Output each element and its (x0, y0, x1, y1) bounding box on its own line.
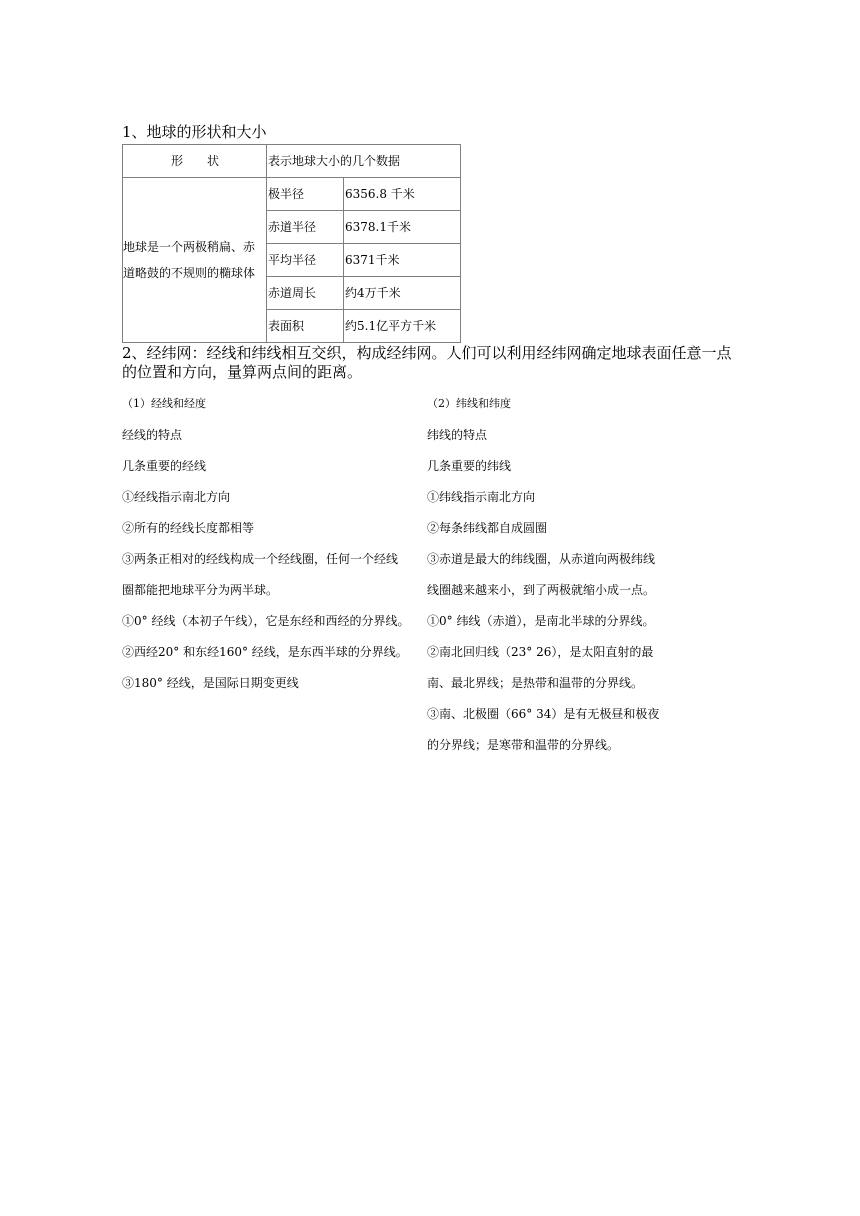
list-item: ①0° 纬线（赤道），是南北半球的分界线。 (427, 614, 655, 628)
list-item: ③180° 经线，是国际日期变更线 (122, 676, 299, 690)
row-value: 约4万千米 (344, 277, 461, 310)
list-item: ③赤道是最大的纬线圈，从赤道向两极纬线 (427, 552, 656, 566)
list-item: 的分界线；是寒带和温带的分界线。 (427, 738, 620, 752)
header-shape: 形 状 (123, 145, 267, 178)
list-item: 经线的特点 (122, 428, 183, 442)
row-label: 赤道半径 (267, 211, 344, 244)
meridian-column (122, 394, 427, 704)
row-label: 极半径 (267, 178, 344, 211)
list-item: 圈都能把地球平分为两半球。 (122, 583, 279, 597)
list-item: ①经线指示南北方向 (122, 490, 231, 504)
list-item: ②南北回归线（23° 26），是太阳直射的最 (427, 645, 654, 659)
list-item: ③南、北极圈（66° 34）是有无极昼和极夜 (427, 707, 660, 721)
list-item: ②所有的经线长度都相等 (122, 521, 255, 535)
row-label: 赤道周长 (267, 277, 344, 310)
list-item: ②每条纬线都自成圆圈 (427, 521, 548, 535)
list-item: 几条重要的经线 (122, 459, 207, 473)
list-item: ③两条正相对的经线构成一个经线圈，任何一个经线 (122, 552, 399, 566)
row-label: 表面积 (267, 310, 344, 343)
list-item: 纬线的特点 (427, 428, 488, 442)
parallel-subtitle: （2）纬线和纬度 (427, 397, 511, 410)
section2-paragraph: 2、经纬网：经线和纬线相互交织，构成经纬网。人们可以利用经纬网确定地球表面任意一点的位置和方向，量算两点间的距离。 (122, 344, 732, 381)
list-item: 线圈越来越来小，到了两极就缩小成一点。 (427, 583, 656, 597)
row-value: 6378.1千米 (344, 211, 461, 244)
row-label: 平均半径 (267, 244, 344, 277)
earth-size-table (122, 144, 461, 343)
list-item: ②西经20° 和东经160° 经线，是东西半球的分界线。 (122, 645, 408, 659)
table-row (123, 178, 461, 211)
list-item: 南、最北界线；是热带和温带的分界线。 (427, 676, 644, 690)
header-data: 表示地球大小的几个数据 (267, 145, 461, 178)
row-value: 约5.1亿平方千米 (344, 310, 461, 343)
meridian-subtitle: （1）经线和经度 (122, 397, 206, 410)
list-item: ①纬线指示南北方向 (427, 490, 536, 504)
section1-title: 1、地球的形状和大小 (122, 123, 267, 141)
shape-description: 地球是一个两极稍扁、赤道略鼓的不规则的椭球体 (123, 178, 267, 343)
row-value: 6356.8 千米 (344, 178, 461, 211)
list-item: ①0° 经线（本初子午线），它是东经和西经的分界线。 (122, 614, 410, 628)
row-value: 6371千米 (344, 244, 461, 277)
parallel-column (427, 394, 707, 766)
list-item: 几条重要的纬线 (427, 459, 512, 473)
table-header-row (123, 145, 461, 178)
